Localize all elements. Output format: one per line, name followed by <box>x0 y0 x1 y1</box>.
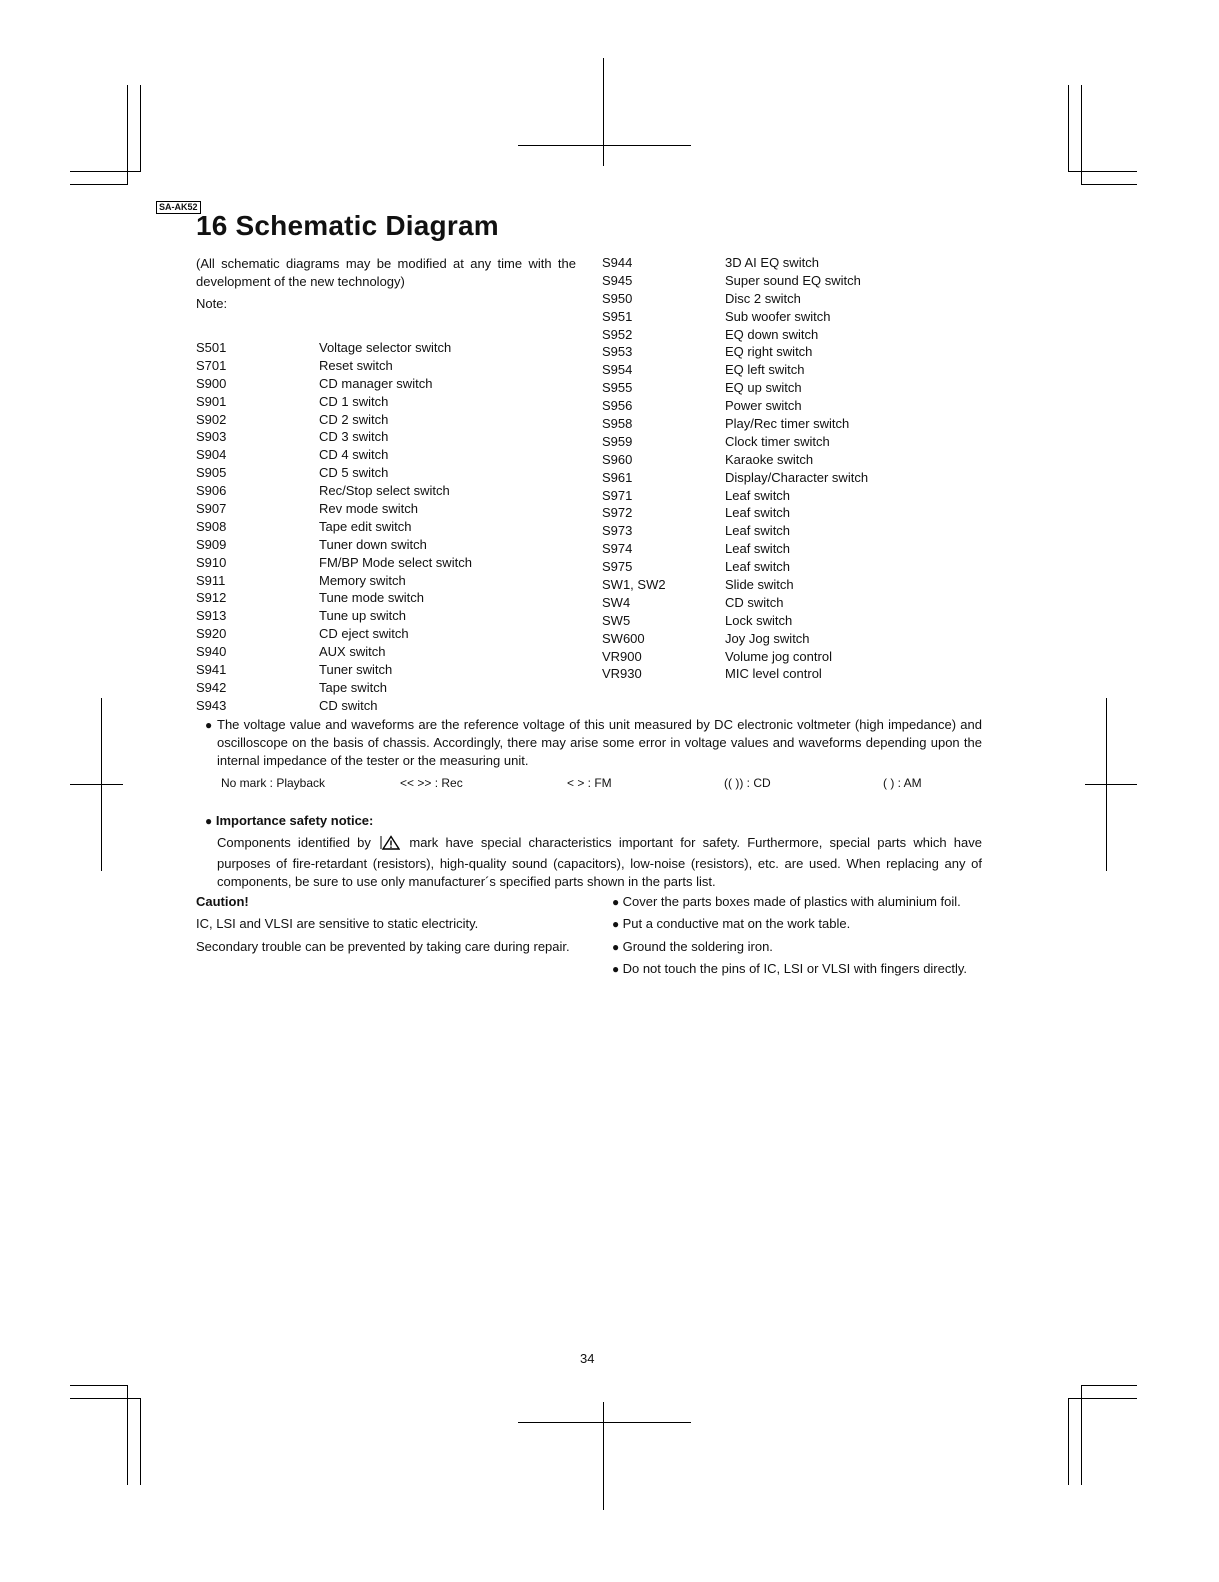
switch-row <box>196 643 586 661</box>
switch-description: Joy Jog switch <box>725 630 810 646</box>
switch-description: Play/Rec timer switch <box>725 416 850 432</box>
switch-row <box>196 661 586 679</box>
switch-code: S950 <box>602 290 633 306</box>
switch-description: Memory switch <box>319 572 406 588</box>
switch-code: S952 <box>602 326 633 342</box>
switch-row <box>196 411 586 429</box>
switch-description: Tune up switch <box>319 608 406 624</box>
switch-row <box>602 254 992 272</box>
switch-code: S971 <box>602 487 633 503</box>
switch-row <box>602 469 992 487</box>
switch-description: Leaf switch <box>725 559 791 575</box>
switch-description: Voltage selector switch <box>319 340 452 355</box>
switch-code: SW600 <box>602 630 645 646</box>
switch-code: S960 <box>602 451 633 467</box>
switch-description: Clock timer switch <box>725 433 830 449</box>
switch-row <box>196 572 586 590</box>
switch-code: S951 <box>602 308 633 324</box>
switch-description: Tuner down switch <box>319 536 427 552</box>
switch-description: Leaf switch <box>725 505 791 521</box>
switch-description: Reset switch <box>319 357 393 373</box>
switch-row <box>196 428 586 446</box>
switch-row <box>602 612 992 630</box>
switch-description: Display/Character switch <box>725 469 869 485</box>
switch-code: S904 <box>196 447 227 463</box>
switch-code: VR930 <box>602 666 642 682</box>
caution-bullet <box>612 960 967 978</box>
switch-row <box>602 379 992 397</box>
legend-rec: << >> : Rec <box>400 776 463 790</box>
voltage-note <box>205 716 982 770</box>
switch-code: SW4 <box>602 594 631 610</box>
safety-heading: Importance safety notice: <box>215 813 374 828</box>
switch-code: S905 <box>196 465 227 481</box>
model-badge: SA-AK52 <box>156 201 201 214</box>
caution-bullet-text: Ground the soldering iron. <box>622 939 773 954</box>
switch-row <box>602 630 992 648</box>
switch-description: AUX switch <box>319 644 386 660</box>
switch-code: S940 <box>196 644 227 660</box>
switch-code: S973 <box>602 523 633 539</box>
switch-row <box>196 482 586 500</box>
switch-description: CD switch <box>319 697 378 713</box>
switch-row <box>196 464 586 482</box>
switch-row <box>602 558 992 576</box>
switch-description: Sub woofer switch <box>725 308 831 324</box>
switch-row <box>602 415 992 433</box>
switch-row <box>602 504 992 522</box>
switch-code: S902 <box>196 411 227 427</box>
switch-description: 3D AI EQ switch <box>725 255 819 270</box>
switch-code: S961 <box>602 469 633 485</box>
switch-description: Leaf switch <box>725 487 791 503</box>
switch-row <box>602 451 992 469</box>
switch-code: S955 <box>602 380 633 396</box>
switch-description: Leaf switch <box>725 523 791 539</box>
legend-am: ( ) : AM <box>883 776 922 790</box>
legend-playback: No mark : Playback <box>221 776 326 790</box>
switch-row <box>602 397 992 415</box>
switch-code: S941 <box>196 662 227 678</box>
switch-row <box>602 665 992 683</box>
page-number: 34 <box>580 1351 595 1366</box>
switch-row <box>602 290 992 308</box>
switch-code: S912 <box>196 590 227 606</box>
safety-text-before: Components identified by <box>217 835 371 850</box>
safety-text <box>217 834 982 891</box>
voltage-note-text: The voltage value and waveforms are the reference voltage of this unit measured by DC electronic voltmeter (high impedance) and oscilloscope on the basis of chassis. Accordingly, there may arise some error in voltage values and waveforms depending upon the internal impedance of the tester or the measuring unit. <box>217 717 982 768</box>
switch-row <box>196 446 586 464</box>
switch-code: S903 <box>196 429 227 445</box>
switch-code: VR900 <box>602 648 642 664</box>
switch-description: EQ right switch <box>725 344 813 360</box>
bullet-icon: ● <box>612 917 623 931</box>
switch-description: CD 4 switch <box>319 447 389 463</box>
switch-code: S943 <box>196 697 227 713</box>
switch-list-left <box>196 339 586 715</box>
switch-row <box>196 697 586 715</box>
switch-description: Power switch <box>725 398 802 414</box>
switch-row <box>196 607 586 625</box>
switch-row <box>602 522 992 540</box>
switch-row <box>196 375 586 393</box>
switch-code: S901 <box>196 393 227 409</box>
switch-row <box>602 308 992 326</box>
bullet-icon: ● <box>205 814 213 828</box>
legend-fm: < > : FM <box>567 776 612 790</box>
switch-code: S920 <box>196 626 227 642</box>
switch-row <box>602 361 992 379</box>
switch-row <box>196 500 586 518</box>
switch-code: S911 <box>196 572 226 588</box>
switch-row <box>196 518 586 536</box>
switch-description: Volume jog control <box>725 648 832 664</box>
switch-description: Tune mode switch <box>319 590 425 606</box>
switch-description: CD manager switch <box>319 375 433 391</box>
switch-description: CD 1 switch <box>319 393 389 409</box>
switch-description: EQ left switch <box>725 362 805 378</box>
switch-code: S907 <box>196 501 227 517</box>
switch-description: CD eject switch <box>319 626 409 642</box>
switch-row <box>602 272 992 290</box>
switch-code: S954 <box>602 362 633 378</box>
switch-row <box>196 357 586 375</box>
intro-text: (All schematic diagrams may be modified at any time with the development of the new technology) <box>196 256 576 289</box>
switch-code: S501 <box>196 340 227 355</box>
safety-heading-row <box>205 812 373 830</box>
switch-row <box>196 554 586 572</box>
switch-code: S913 <box>196 608 227 624</box>
caution-bullet <box>612 938 773 956</box>
switch-row <box>196 339 586 357</box>
page-title: 16 Schematic Diagram <box>196 210 499 241</box>
switch-description: Karaoke switch <box>725 451 814 467</box>
switch-code: S701 <box>196 357 227 373</box>
switch-description: EQ down switch <box>725 326 819 342</box>
switch-code: S959 <box>602 433 633 449</box>
switch-description: Tuner switch <box>319 662 393 678</box>
switch-list-right <box>602 254 992 683</box>
bullet-icon: ● <box>612 940 623 954</box>
switch-description: Rev mode switch <box>319 501 418 517</box>
switch-description: Leaf switch <box>725 541 791 557</box>
switch-description: Disc 2 switch <box>725 290 801 306</box>
switch-code: S942 <box>196 679 227 695</box>
switch-description: Lock switch <box>725 612 793 628</box>
switch-code: S944 <box>602 255 633 270</box>
legend-cd: (( )) : CD <box>724 776 771 790</box>
switch-code: S958 <box>602 416 633 432</box>
switch-description: CD 2 switch <box>319 411 389 427</box>
switch-description: Rec/Stop select switch <box>319 483 450 499</box>
switch-row <box>602 576 992 594</box>
switch-code: S974 <box>602 541 633 557</box>
switch-code: S908 <box>196 518 227 534</box>
caution-line-1: IC, LSI and VLSI are sensitive to static electricity. <box>196 916 479 931</box>
warning-triangle-icon <box>380 835 400 855</box>
switch-row <box>602 343 992 361</box>
switch-code: S975 <box>602 559 633 575</box>
caution-line-2: Secondary trouble can be prevented by taking care during repair. <box>196 939 570 954</box>
switch-code: S910 <box>196 554 227 570</box>
switch-code: S900 <box>196 375 227 391</box>
switch-row <box>602 487 992 505</box>
bullet-icon: ● <box>612 962 623 976</box>
switch-row <box>196 393 586 411</box>
bullet-icon: ● <box>205 718 213 732</box>
switch-code: S909 <box>196 536 227 552</box>
switch-description: CD 5 switch <box>319 465 389 481</box>
switch-row <box>196 625 586 643</box>
switch-description: Tape switch <box>319 679 387 695</box>
switch-row <box>602 648 992 666</box>
switch-row <box>602 594 992 612</box>
caution-heading: Caution! <box>196 894 249 909</box>
caution-bullet-text: Cover the parts boxes made of plastics with aluminium foil. <box>622 894 961 909</box>
switch-description: CD 3 switch <box>319 429 389 445</box>
switch-code: S945 <box>602 272 633 288</box>
caution-bullet <box>612 915 850 933</box>
caution-bullet-text: Do not touch the pins of IC, LSI or VLSI with fingers directly. <box>622 961 968 976</box>
switch-code: S953 <box>602 344 633 360</box>
switch-row <box>196 589 586 607</box>
switch-row <box>196 536 586 554</box>
switch-row <box>602 540 992 558</box>
switch-description: MIC level control <box>725 666 822 682</box>
caution-bullet-text: Put a conductive mat on the work table. <box>622 916 851 931</box>
switch-description: Slide switch <box>725 577 794 593</box>
note-label: Note: <box>196 296 228 311</box>
bullet-icon: ● <box>612 895 623 909</box>
caution-bullet <box>612 893 961 911</box>
switch-code: SW5 <box>602 612 631 628</box>
switch-row <box>602 326 992 344</box>
switch-description: EQ up switch <box>725 380 802 396</box>
switch-code: SW1, SW2 <box>602 577 666 593</box>
switch-code: S972 <box>602 505 633 521</box>
switch-code: S906 <box>196 483 227 499</box>
switch-row <box>602 433 992 451</box>
switch-row <box>196 679 586 697</box>
switch-description: CD switch <box>725 594 784 610</box>
safety-text-after: mark have special characteristics important for safety. Furthermore, special parts which have purposes of fire-retardant (resistors), high-quality sound (capacitors), low-noise (resistors), etc. are used. When replacing any of components, be sure to use only manufacturer´s specified parts shown in the parts list. <box>217 835 982 889</box>
switch-description: FM/BP Mode select switch <box>319 554 472 570</box>
switch-description: Super sound EQ switch <box>725 272 861 288</box>
switch-description: Tape edit switch <box>319 518 412 534</box>
switch-code: S956 <box>602 398 633 414</box>
